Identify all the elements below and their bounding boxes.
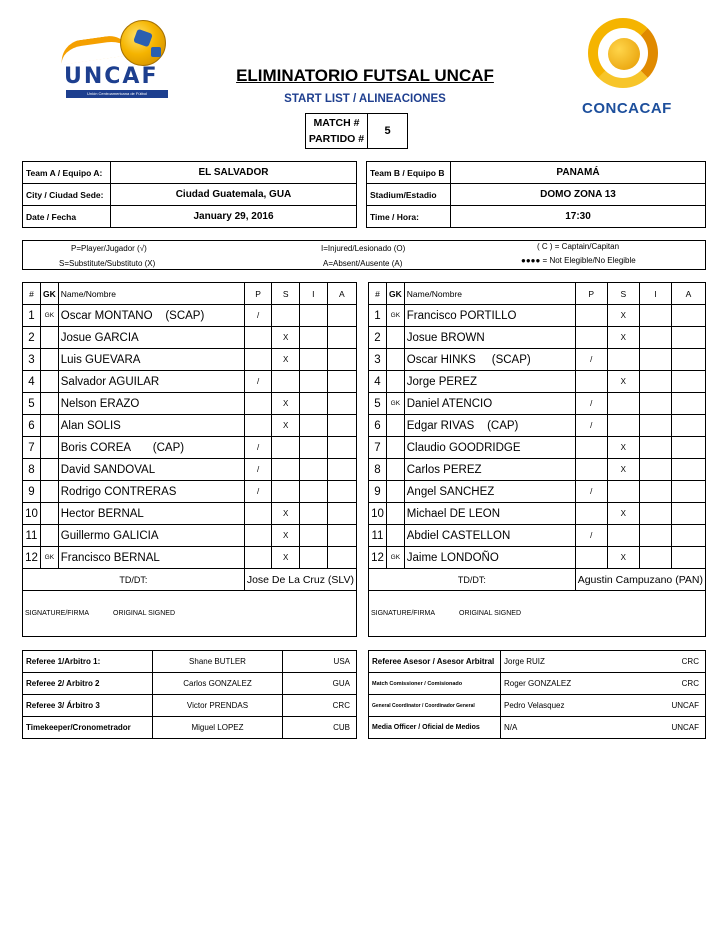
header-a: A [327, 283, 356, 305]
official-role: Referee 1/Arbitro 1: [23, 651, 153, 673]
goalkeeper-marker [41, 437, 59, 459]
player-name: Oscar MONTANO (SCAP) [58, 305, 244, 327]
stadium-label: Stadium/Estadio [367, 184, 451, 206]
player-row [369, 415, 706, 437]
uncaf-logo-tagline: Unión Centroamericana de Fútbol [66, 90, 168, 98]
city-label: City / Ciudad Sede: [23, 184, 111, 206]
document-title: ELIMINATORIO FUTSAL UNCAF [236, 66, 494, 85]
official-role: Referee 3/ Árbitro 3 [23, 695, 153, 717]
officials-table-right [368, 650, 706, 739]
player-row [23, 437, 357, 459]
signature-row [23, 591, 357, 637]
player-status-i [300, 305, 328, 327]
player-status-s: X [272, 415, 300, 437]
player-number: 3 [369, 349, 387, 371]
uncaf-logo [60, 18, 175, 98]
header-i: I [300, 283, 328, 305]
player-status-a [327, 437, 356, 459]
player-status-p: / [575, 349, 607, 371]
player-status-a [671, 503, 705, 525]
goalkeeper-marker [387, 459, 405, 481]
player-name: Rodrigo CONTRERAS [58, 481, 244, 503]
goalkeeper-marker: GK [41, 547, 59, 569]
player-number: 10 [23, 503, 41, 525]
player-row [369, 437, 706, 459]
player-status-i [300, 437, 328, 459]
official-country: GUA [283, 673, 357, 695]
official-name: Carlos GONZALEZ [153, 673, 283, 695]
stadium-value: DOMO ZONA 13 [451, 184, 706, 206]
player-row [23, 371, 357, 393]
player-row [369, 349, 706, 371]
goalkeeper-marker [41, 349, 59, 371]
head-coach-row [23, 569, 357, 591]
header-name: Name/Nombre [58, 283, 244, 305]
player-status-s: X [607, 547, 639, 569]
player-status-a [671, 371, 705, 393]
official-row [369, 673, 706, 695]
player-status-i [300, 503, 328, 525]
player-status-s [272, 459, 300, 481]
official-country: UNCAF [621, 717, 706, 739]
official-name: N/A [501, 717, 621, 739]
player-name: Francisco BERNAL [58, 547, 244, 569]
player-status-i [300, 327, 328, 349]
player-status-s [272, 481, 300, 503]
player-status-s [607, 481, 639, 503]
player-status-a [327, 459, 356, 481]
match-label: MATCH # [313, 117, 360, 129]
player-status-p: / [575, 393, 607, 415]
player-status-i [639, 459, 671, 481]
goalkeeper-marker: GK [41, 305, 59, 327]
player-row [23, 547, 357, 569]
player-status-a [671, 393, 705, 415]
player-name: Nelson ERAZO [58, 393, 244, 415]
official-name: Roger GONZALEZ [501, 673, 621, 695]
goalkeeper-marker: GK [387, 393, 405, 415]
player-number: 3 [23, 349, 41, 371]
header-i: I [639, 283, 671, 305]
player-row [369, 371, 706, 393]
officials-table-left [22, 650, 357, 739]
signature-cell [23, 591, 357, 637]
goalkeeper-marker: GK [387, 547, 405, 569]
player-number: 8 [369, 459, 387, 481]
match-labels [306, 114, 368, 148]
player-status-p: / [575, 415, 607, 437]
player-row [369, 547, 706, 569]
player-status-s: X [272, 525, 300, 547]
player-row [369, 393, 706, 415]
player-status-s [607, 393, 639, 415]
player-number: 5 [23, 393, 41, 415]
player-status-s: X [607, 327, 639, 349]
player-name: Luis GUEVARA [58, 349, 244, 371]
player-number: 12 [23, 547, 41, 569]
player-status-a [327, 327, 356, 349]
official-row [23, 717, 357, 739]
team-b-label: Team B / Equipo B [367, 162, 451, 184]
city-value: Ciudad Guatemala, GUA [111, 184, 357, 206]
header-p: P [575, 283, 607, 305]
player-row [23, 305, 357, 327]
official-country: CRC [621, 651, 706, 673]
player-status-p: / [575, 481, 607, 503]
player-row [23, 415, 357, 437]
player-status-s: X [272, 503, 300, 525]
match-info-table [22, 161, 706, 228]
official-country: UNCAF [621, 695, 706, 717]
player-name: Boris COREA (CAP) [58, 437, 244, 459]
official-country: CRC [283, 695, 357, 717]
player-status-a [671, 415, 705, 437]
legend-box [22, 240, 706, 270]
player-status-i [300, 349, 328, 371]
player-status-i [300, 481, 328, 503]
player-status-i [300, 547, 328, 569]
player-status-a [671, 547, 705, 569]
player-status-i [300, 393, 328, 415]
player-name: Carlos PEREZ [404, 459, 575, 481]
player-name: Claudio GOODRIDGE [404, 437, 575, 459]
official-role: General Coordinator / Coordinador General [369, 695, 501, 717]
player-number: 1 [369, 305, 387, 327]
legend-absent: A=Absent/Ausente (A) [323, 259, 403, 268]
official-row [369, 695, 706, 717]
goalkeeper-marker [387, 371, 405, 393]
player-status-p: / [244, 481, 272, 503]
player-status-i [639, 503, 671, 525]
soccer-ball-icon [120, 20, 166, 66]
roster-header [23, 283, 357, 305]
player-status-i [639, 349, 671, 371]
goalkeeper-marker [41, 327, 59, 349]
official-name: Jorge RUIZ [501, 651, 621, 673]
player-number: 4 [23, 371, 41, 393]
player-status-s [272, 305, 300, 327]
official-row [23, 695, 357, 717]
concacaf-logo [580, 18, 672, 128]
player-number: 12 [369, 547, 387, 569]
player-status-a [327, 481, 356, 503]
player-status-i [639, 437, 671, 459]
player-row [23, 525, 357, 547]
player-name: Josue BROWN [404, 327, 575, 349]
header-gk: GK [387, 283, 405, 305]
player-status-a [327, 547, 356, 569]
player-row [369, 459, 706, 481]
player-name: Angel SANCHEZ [404, 481, 575, 503]
player-status-p [244, 503, 272, 525]
official-row [369, 717, 706, 739]
player-status-s: X [607, 503, 639, 525]
head-coach-name: Agustin Campuzano (PAN) [575, 569, 705, 591]
player-status-a [327, 415, 356, 437]
header-gk: GK [41, 283, 59, 305]
goalkeeper-marker [387, 327, 405, 349]
goalkeeper-marker [41, 525, 59, 547]
official-row [369, 651, 706, 673]
player-status-s: X [272, 547, 300, 569]
official-role: Match Comissioner / Comisionado [369, 673, 501, 695]
official-row [23, 673, 357, 695]
legend-not-eligible: ●●●● = Not Elegible/No Elegible [521, 256, 636, 265]
official-country: USA [283, 651, 357, 673]
header-num: # [23, 283, 41, 305]
player-row [369, 481, 706, 503]
player-number: 11 [23, 525, 41, 547]
team-a-value: EL SALVADOR [111, 162, 357, 184]
player-status-i [639, 481, 671, 503]
player-status-s [272, 371, 300, 393]
player-status-p [575, 371, 607, 393]
signature-value: ORIGINAL SIGNED [113, 610, 176, 617]
player-status-a [671, 525, 705, 547]
date-value: January 29, 2016 [111, 206, 357, 228]
player-status-i [639, 393, 671, 415]
player-status-i [639, 525, 671, 547]
head-coach-name: Jose De La Cruz (SLV) [244, 569, 356, 591]
player-status-i [300, 371, 328, 393]
goalkeeper-marker [41, 371, 59, 393]
head-coach-row [369, 569, 706, 591]
player-row [23, 481, 357, 503]
player-status-i [639, 371, 671, 393]
player-status-p [244, 415, 272, 437]
header-name: Name/Nombre [404, 283, 575, 305]
player-status-p [244, 393, 272, 415]
player-status-a [327, 503, 356, 525]
goalkeeper-marker [41, 481, 59, 503]
official-country: CRC [621, 673, 706, 695]
player-status-p [575, 305, 607, 327]
player-number: 7 [369, 437, 387, 459]
official-role: Referee Asesor / Asesor Arbitral [369, 651, 501, 673]
legend-captain: ( C ) = Captain/Capitan [537, 242, 620, 251]
player-status-s: X [607, 371, 639, 393]
player-status-s: X [272, 393, 300, 415]
signature-cell [369, 591, 706, 637]
goalkeeper-marker [41, 503, 59, 525]
header-a: A [671, 283, 705, 305]
player-name: Alan SOLIS [58, 415, 244, 437]
partido-label: PARTIDO # [308, 133, 365, 145]
player-number: 2 [369, 327, 387, 349]
player-status-a [327, 349, 356, 371]
date-label: Date / Fecha [23, 206, 111, 228]
player-status-p [575, 437, 607, 459]
team-b-roster [368, 282, 706, 637]
player-number: 4 [369, 371, 387, 393]
player-number: 6 [369, 415, 387, 437]
player-name: Michael DE LEON [404, 503, 575, 525]
goalkeeper-marker [41, 415, 59, 437]
player-number: 9 [23, 481, 41, 503]
header-s: S [607, 283, 639, 305]
player-status-a [671, 459, 705, 481]
player-status-p [244, 525, 272, 547]
player-name: Josue GARCIA [58, 327, 244, 349]
player-status-s [607, 349, 639, 371]
player-status-i [300, 459, 328, 481]
soccer-ball-icon [608, 38, 640, 70]
player-status-p: / [244, 459, 272, 481]
player-number: 5 [369, 393, 387, 415]
player-name: David SANDOVAL [58, 459, 244, 481]
player-name: Daniel ATENCIO [404, 393, 575, 415]
player-name: Edgar RIVAS (CAP) [404, 415, 575, 437]
player-status-s [607, 415, 639, 437]
legend-substitute: S=Substitute/Substituto (X) [59, 259, 156, 268]
player-status-a [671, 349, 705, 371]
goalkeeper-marker [387, 437, 405, 459]
player-number: 7 [23, 437, 41, 459]
signature-label: SIGNATURE/FIRMA [371, 610, 436, 617]
player-status-s: X [272, 349, 300, 371]
player-number: 8 [23, 459, 41, 481]
player-status-i [639, 327, 671, 349]
official-role: Timekeeper/Cronometrador [23, 717, 153, 739]
goalkeeper-marker [387, 481, 405, 503]
legend-player: P=Player/Jugador (√) [71, 244, 147, 253]
player-status-i [300, 525, 328, 547]
player-status-a [671, 481, 705, 503]
header-num: # [369, 283, 387, 305]
player-status-s: X [607, 305, 639, 327]
player-status-a [327, 525, 356, 547]
player-number: 6 [23, 415, 41, 437]
head-coach-label: TD/DT: [23, 569, 245, 591]
player-name: Salvador AGUILAR [58, 371, 244, 393]
header-s: S [272, 283, 300, 305]
official-role: Media Officer / Oficial de Medios [369, 717, 501, 739]
signature-label: SIGNATURE/FIRMA [25, 610, 90, 617]
player-status-a [327, 371, 356, 393]
player-row [369, 503, 706, 525]
goalkeeper-marker [387, 349, 405, 371]
player-status-p: / [244, 305, 272, 327]
player-status-p [575, 503, 607, 525]
player-status-a [671, 327, 705, 349]
signature-row [369, 591, 706, 637]
player-number: 9 [369, 481, 387, 503]
player-number: 1 [23, 305, 41, 327]
team-b-value: PANAMÁ [451, 162, 706, 184]
official-role: Referee 2/ Arbitro 2 [23, 673, 153, 695]
time-value: 17:30 [451, 206, 706, 228]
player-name: Abdiel CASTELLON [404, 525, 575, 547]
team-a-roster [22, 282, 357, 637]
goalkeeper-marker [387, 525, 405, 547]
player-status-i [300, 415, 328, 437]
roster-header [369, 283, 706, 305]
goalkeeper-marker [387, 503, 405, 525]
match-number-box [305, 113, 408, 149]
player-status-p: / [244, 371, 272, 393]
official-country: CUB [283, 717, 357, 739]
player-status-a [327, 305, 356, 327]
match-number: 5 [384, 125, 391, 137]
player-status-s: X [607, 437, 639, 459]
player-status-p: / [575, 525, 607, 547]
player-row [23, 503, 357, 525]
document-subtitle: START LIST / ALINEACIONES [284, 93, 446, 105]
goalkeeper-marker [387, 415, 405, 437]
player-row [23, 393, 357, 415]
head-coach-label: TD/DT: [369, 569, 576, 591]
legend-injured: I=Injured/Lesionado (O) [321, 244, 406, 253]
goalkeeper-marker [41, 393, 59, 415]
player-number: 10 [369, 503, 387, 525]
player-status-a [671, 305, 705, 327]
player-status-s [272, 437, 300, 459]
player-status-a [327, 393, 356, 415]
player-row [369, 525, 706, 547]
player-row [23, 349, 357, 371]
player-status-s: X [607, 459, 639, 481]
player-status-a [671, 437, 705, 459]
official-name: Victor PRENDAS [153, 695, 283, 717]
player-row [23, 327, 357, 349]
player-status-i [639, 547, 671, 569]
player-status-p: / [244, 437, 272, 459]
time-label: Time / Hora: [367, 206, 451, 228]
signature-value: ORIGINAL SIGNED [459, 610, 522, 617]
header-p: P [244, 283, 272, 305]
player-number: 2 [23, 327, 41, 349]
player-name: Jorge PEREZ [404, 371, 575, 393]
concacaf-logo-text: CONCACAF [582, 100, 672, 117]
player-row [369, 305, 706, 327]
player-status-p [575, 459, 607, 481]
player-number: 11 [369, 525, 387, 547]
player-status-p [575, 327, 607, 349]
player-status-s [607, 525, 639, 547]
goalkeeper-marker [41, 459, 59, 481]
player-row [23, 459, 357, 481]
official-name: Miguel LOPEZ [153, 717, 283, 739]
official-name: Pedro Velasquez [501, 695, 621, 717]
player-status-i [639, 305, 671, 327]
player-name: Oscar HINKS (SCAP) [404, 349, 575, 371]
player-status-s: X [272, 327, 300, 349]
team-a-label: Team A / Equipo A: [23, 162, 111, 184]
player-name: Hector BERNAL [58, 503, 244, 525]
player-name: Jaime LONDOÑO [404, 547, 575, 569]
official-row [23, 651, 357, 673]
player-status-p [244, 547, 272, 569]
official-name: Shane BUTLER [153, 651, 283, 673]
player-name: Francisco PORTILLO [404, 305, 575, 327]
player-status-i [639, 415, 671, 437]
player-status-p [244, 349, 272, 371]
player-name: Guillermo GALICIA [58, 525, 244, 547]
goalkeeper-marker: GK [387, 305, 405, 327]
uncaf-logo-text: UNCAF [64, 64, 159, 89]
player-status-p [575, 547, 607, 569]
player-status-p [244, 327, 272, 349]
player-row [369, 327, 706, 349]
